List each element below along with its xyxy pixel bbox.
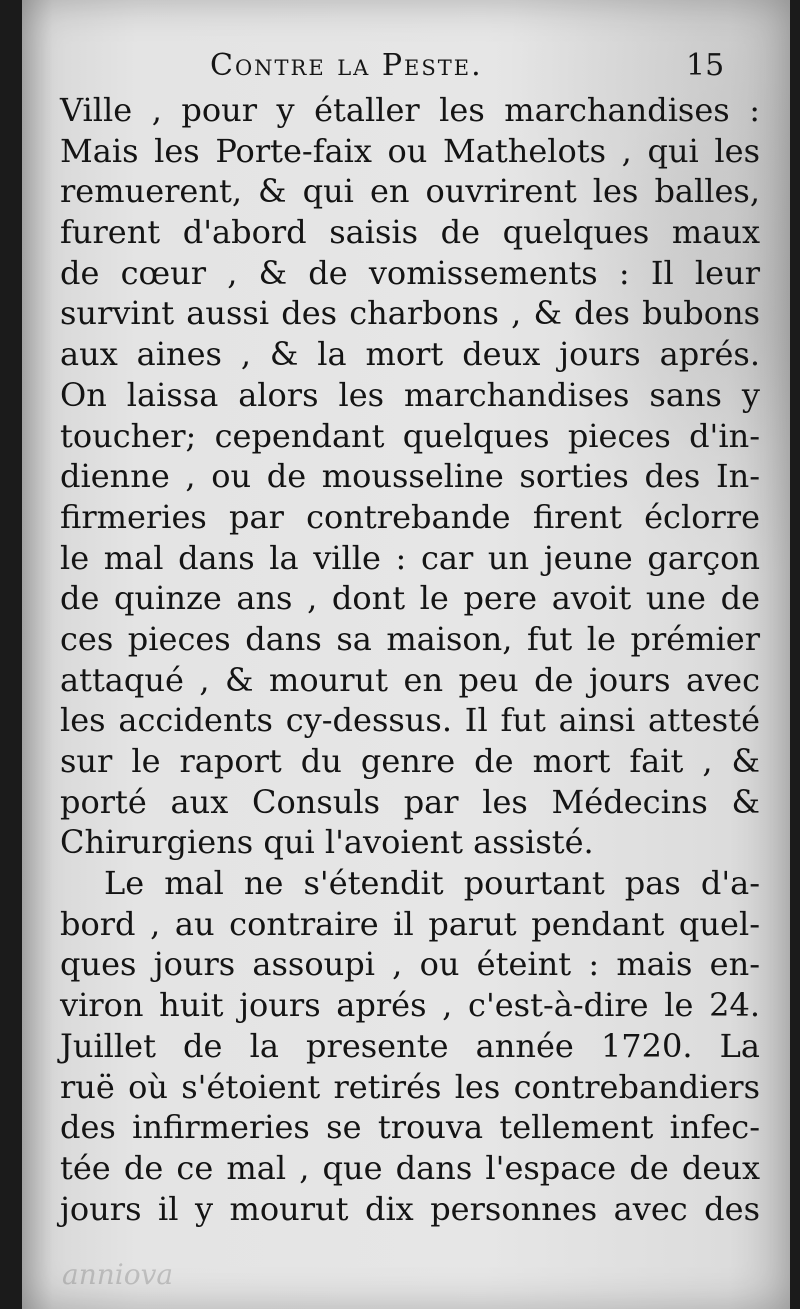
text-line: bord , au contraire il parut pendant quel- bbox=[60, 904, 760, 943]
text-line: Juillet de la presente année 1720. La bbox=[60, 1026, 760, 1065]
text-line: ces pieces dans sa maison, fut le prémier bbox=[60, 619, 760, 658]
text-line: firmeries par contrebande firent éclorre bbox=[60, 497, 760, 536]
text-line: le mal dans la ville : car un jeune garçon bbox=[60, 538, 760, 577]
text-line: furent d'abord saisis de quelques maux bbox=[60, 213, 760, 252]
text-line: ruë où s'étoient retirés les contrebandiers bbox=[60, 1067, 760, 1106]
text-line: jours il y mourut dix personnes avec des bbox=[60, 1189, 760, 1228]
text-line: des infirmeries se trouva tellement infec- bbox=[60, 1108, 760, 1147]
text-line: attaqué , & mourut en peu de jours avec bbox=[60, 660, 760, 699]
page-number: 15 bbox=[686, 48, 725, 83]
book-page bbox=[22, 0, 790, 1309]
text-line: de quinze ans , dont le pere avoit une de bbox=[60, 579, 760, 618]
text-line: Ville , pour y étaller les marchandises : bbox=[60, 91, 760, 129]
text-line: Mais les Porte-faix ou Mathelots , qui les bbox=[60, 131, 760, 170]
running-title: Contre la Peste. bbox=[210, 48, 483, 83]
text-line: tée de ce mal , que dans l'espace de deux bbox=[60, 1148, 760, 1187]
text-line: remuerent, & qui en ouvrirent les balles, bbox=[60, 172, 760, 211]
text-line: sur le raport du genre de mort fait , & bbox=[60, 742, 760, 780]
bleed-through-text: anniova bbox=[62, 1258, 174, 1291]
text-line: aux aines , & la mort deux jours aprés. bbox=[60, 335, 760, 374]
text-line: les accidents cy-dessus. Il fut ainsi attesté bbox=[60, 701, 760, 740]
text-line: survint aussi des charbons , & des bubons bbox=[60, 294, 760, 333]
paragraph-end-line: Chirurgiens qui l'avoient assisté. bbox=[60, 823, 594, 862]
text-line: viron huit jours aprés , c'est-à-dire le 24. bbox=[60, 986, 760, 1025]
text-line: de cœur , & de vomissements : Il leur bbox=[60, 253, 760, 292]
body-text bbox=[60, 90, 760, 1229]
text-line: toucher; cependant quelques pieces d'in- bbox=[60, 416, 760, 455]
text-line: dienne , ou de mousseline sorties des In- bbox=[60, 457, 760, 496]
text-line: porté aux Consuls par les Médecins & bbox=[60, 782, 760, 821]
text-line: ques jours assoupi , ou éteint : mais en- bbox=[60, 945, 760, 984]
text-line: On laissa alors les marchandises sans y bbox=[60, 375, 760, 414]
paragraph-start-line: Le mal ne s'étendit pourtant pas d'a- bbox=[104, 864, 760, 903]
